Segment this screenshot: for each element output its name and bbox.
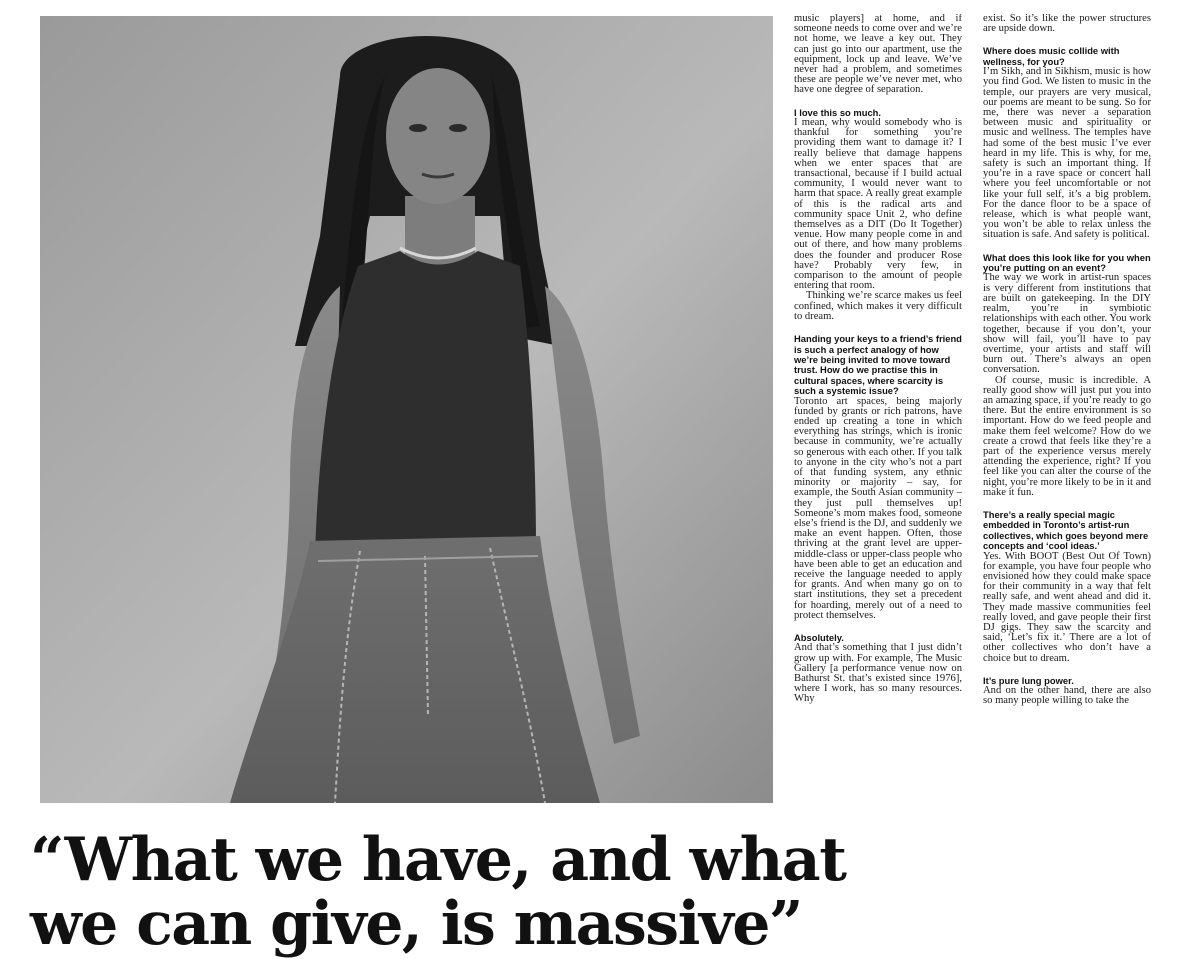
paragraph: music players] at home, and if someone needs to come over and we’re not home, we leave a key out. They can just go into our apartment, use the equipment, lock up and leave. We’ve never had a problem, and sometimes these are people we’ve never met, who have one degree of separation.	[794, 14, 962, 96]
interview-question: It’s pure lung power.	[983, 674, 1074, 686]
portrait-photo	[40, 16, 773, 803]
interview-question: Absolutely.	[794, 632, 844, 643]
pull-quote-line-2: we can give, is massive”	[30, 889, 802, 959]
interview-question: I love this so much.	[794, 106, 881, 118]
paragraph: I mean, why would somebody who is thankful for something you’re providing them want to damage it? I really believe that damage happens when we enter spaces that are transactional, because if I build actual community, I would never want to harm that space. A really great example of this is the radical arts and community space Unit 2, who define themselves as a DIT (Do It Together) venue. How many people come in and out of there, and how many problems does the founder and producer Rose have? Probably very few, in comparison to the amount of people entering that room.	[794, 117, 962, 292]
paragraph: And on the other hand, there are also so many people willing to take the	[983, 685, 1151, 707]
paragraph: Toronto art spaces, being majorly funded by grants or rich patrons, have ended up creating a tone in which everything has strings, which is ironic because in community, we’re actually so generous with each other. If you talk to anyone in the city who’s not a part of that funding system, any ethnic minority or majority – say, for example, the South Asian community – they just pull themselves up! Someone’s mom makes food, someone else’s friend is the DJ, and suddenly we make an event happen. Often, those thriving at the grant level are upper-middle-class or upper-class people who have been able to get an education and receive the language needed to apply for grants. And when many go on to start institutions, they set a precedent for hoarding, merely out of a need to protect themselves.	[794, 395, 962, 621]
interview-question: What does this look like for you when you’re putting on an event?	[983, 251, 1151, 274]
pull-quote	[30, 825, 846, 959]
paragraph: And that’s something that I just didn’t grow up with. For example, The Music Gallery [a performance venue now on Bathurst St. that’s existed since 1976], where I work, has so many resources. Why	[794, 642, 962, 705]
portrait-illustration	[40, 16, 773, 803]
interview-question: Handing your keys to a friend’s friend is such a perfect analogy of how we’re being invited to move toward trust. How do we practise this in cultural spaces, where scarcity is such a systemic issue?	[794, 333, 962, 397]
paragraph: Thinking we’re scarce makes us feel confined, which makes it very difficult to dream.	[794, 290, 962, 322]
interview-question: There’s a really special magic embedded in Toronto’s artist-run collectives, which goes beyond mere concepts and ‘cool ideas.’	[983, 508, 1149, 552]
text-column-1	[794, 14, 962, 952]
paragraph: I’m Sikh, and in Sikhism, music is how you find God. We listen to music in the temple, our prayers are very musical, our poems are meant to be sung. So for me, there was never a separation between music and spirituality or music and wellness. The temples have had some of the best music I’ve ever heard in my life. This is why, for me, safety is such an important thing. If you’re in a rave space or concert hall where you feel uncomfortable or not like your full self, it’s a big problem. For the dance floor to be a space of release, which is what people want, you won’t be able to relax unless the situation is safe. And safety is political.	[983, 66, 1151, 241]
paragraph: Yes. With BOOT (Best Out Of Town) for example, you have four people who envisioned how they could make space for their community in a way that felt really safe, and went ahead and did it. They made massive communities feel really loved, and gave people their first DJ gigs. They saw the scarcity and said, ‘Let’s fix it.’ There are a lot of other collectives who don’t have a choice but to dream.	[983, 550, 1151, 664]
paragraph: The way we work in artist-run spaces is very different from institutions that are built on gatekeeping. In the DIY realm, you’re in symbiotic relationships with each other. You work together, because if you don’t, your show will fail, you’ll have to pay overtime, your artists and staff will burn out. There’s always an open conversation.	[983, 272, 1151, 376]
interview-question: Where does music collide with wellness, for you?	[983, 45, 1120, 67]
text-column-2	[983, 14, 1151, 952]
paragraph: Of course, music is incredible. A really good show will just put you into an amazing space, if you’re ready to go there. But the entire environment is so important. How do we feed people and make them feel welcome? How do we create a crowd that feels like they’re a part of the experience versus merely attending the experience, right? If you feel like you can alter the course of the night, you’re more likely to be in it and make it fun.	[983, 374, 1151, 498]
pull-quote-line-1: “What we have, and what	[30, 825, 846, 895]
paragraph: exist. So it’s like the power structures are upside down.	[983, 14, 1151, 35]
